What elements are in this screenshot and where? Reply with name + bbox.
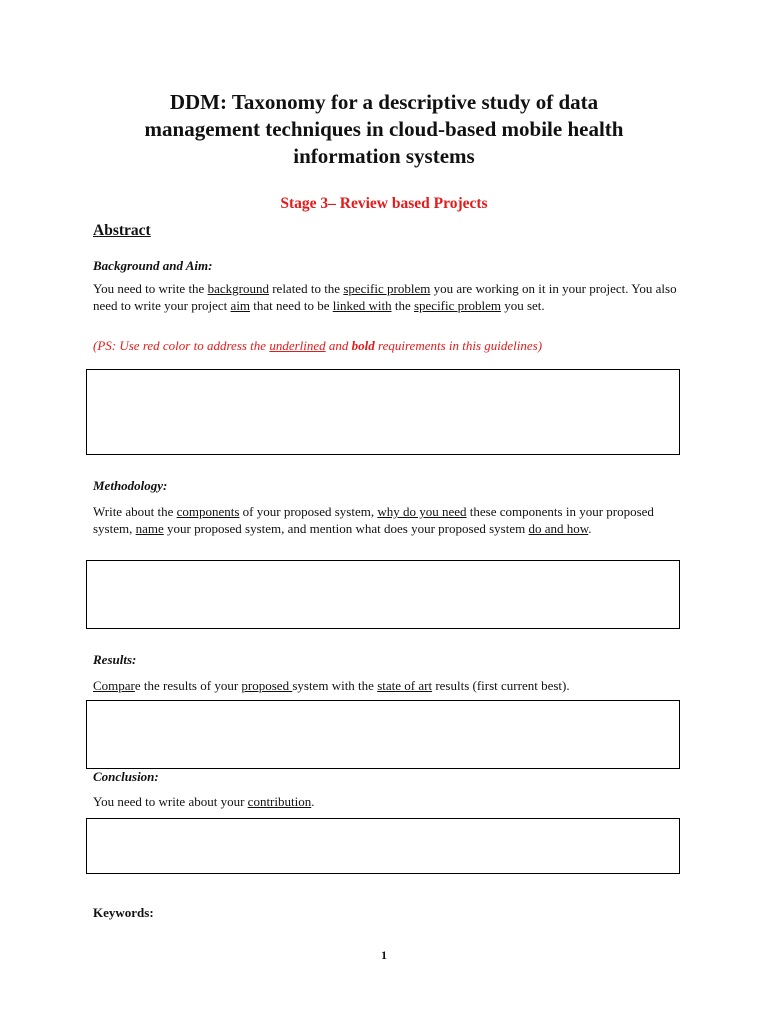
- underlined-term: underlined: [269, 338, 326, 353]
- keywords-heading: Keywords:: [93, 905, 154, 920]
- text-run: results (first current best).: [432, 678, 570, 693]
- title-line-3: information systems: [293, 144, 475, 168]
- text-run: .: [311, 794, 315, 809]
- conclusion-heading: Conclusion:: [93, 769, 159, 784]
- title-line-1: DDM: Taxonomy for a descriptive study of data: [169, 90, 599, 114]
- stage-heading: Stage 3– Review based Projects: [280, 195, 488, 212]
- text-run: Write about the: [93, 504, 177, 519]
- text-run: the: [391, 298, 414, 313]
- text-run: requirements in this guidelines): [374, 338, 543, 353]
- underlined-term: aim: [230, 298, 251, 313]
- text-run: system with the: [292, 678, 378, 693]
- results-heading: Results:: [93, 652, 137, 667]
- underlined-term: why do you need: [377, 504, 467, 519]
- text-run: You need to write the: [93, 281, 208, 296]
- text-run: these components in your proposed system,: [93, 504, 654, 536]
- methodology-text: [93, 503, 683, 537]
- methodology-answer-box[interactable]: [86, 560, 680, 629]
- text-run: (PS: Use red color to address the: [93, 338, 270, 353]
- underlined-term: components: [176, 504, 240, 519]
- underlined-term: state of art: [377, 678, 433, 693]
- title-line-2: management techniques in cloud-based mobile health: [144, 117, 624, 141]
- text-run: .: [588, 521, 592, 536]
- page-number: 1: [381, 948, 387, 962]
- underlined-term: contribution: [247, 794, 312, 809]
- underlined-term: proposed: [241, 678, 293, 693]
- text-run: you set.: [500, 298, 545, 313]
- methodology-heading: Methodology:: [93, 478, 168, 493]
- underlined-term: do and how: [528, 521, 589, 536]
- text-run: You need to write about your: [93, 794, 248, 809]
- background-aim-heading: Background and Aim:: [93, 258, 213, 273]
- background-aim-answer-box[interactable]: [86, 369, 680, 455]
- bold-term: bold: [351, 338, 375, 353]
- underlined-term: specific problem: [413, 298, 501, 313]
- conclusion-answer-box[interactable]: [86, 818, 680, 874]
- underlined-term: linked with: [332, 298, 392, 313]
- results-answer-box[interactable]: [86, 700, 680, 769]
- text-run: that need to be: [250, 298, 333, 313]
- red-guideline-note: [93, 338, 683, 354]
- text-run: your proposed system, and mention what does your proposed system: [163, 521, 529, 536]
- background-aim-text: [93, 280, 683, 314]
- results-text: [93, 677, 683, 694]
- underlined-term: specific problem: [343, 281, 431, 296]
- conclusion-text: [93, 793, 683, 810]
- text-run: you are working on it in your project. You also need to write your project: [93, 281, 677, 313]
- abstract-heading: Abstract: [93, 222, 151, 239]
- underlined-term: background: [207, 281, 269, 296]
- text-run: related to the: [268, 281, 344, 296]
- text-run: e the results of your: [134, 678, 242, 693]
- underlined-term: name: [135, 521, 164, 536]
- underlined-term: Compar: [93, 678, 135, 693]
- text-run: and: [325, 338, 352, 353]
- text-run: of your proposed system,: [239, 504, 378, 519]
- document-title: [90, 89, 678, 170]
